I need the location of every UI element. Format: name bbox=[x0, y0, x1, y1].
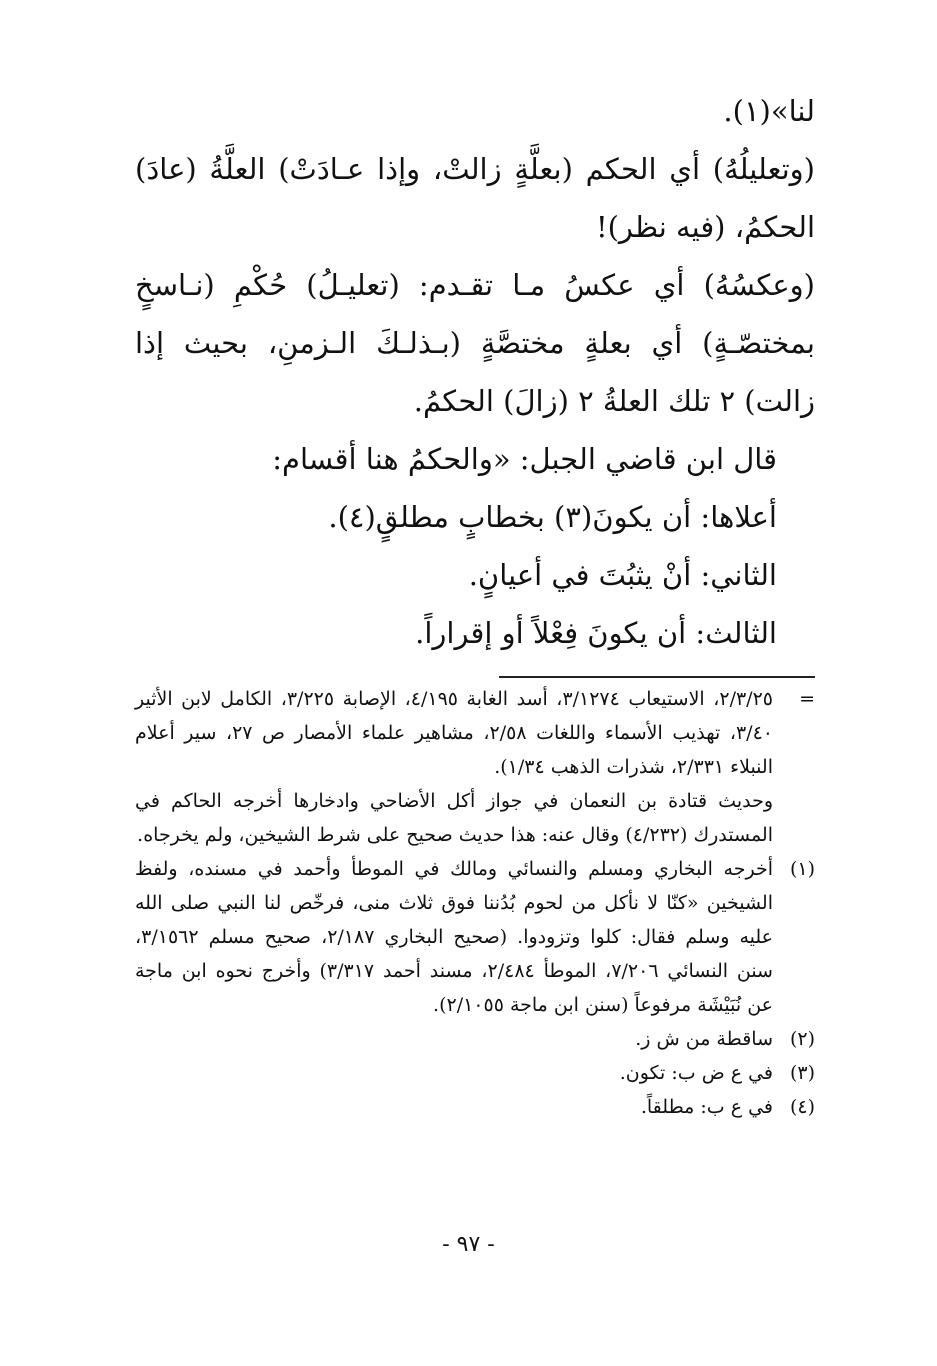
footnote-1 bbox=[135, 852, 815, 1022]
footnote-continuation bbox=[135, 682, 815, 784]
continuation-text-2: وحديث قتادة بن النعمان في جواز أكل الأضاحي وادخارها أخرجه الحاكم في المستدرك (٤/٢٣٢) وقال عنه: هذا حديث صحيح على شرط الشيخين، ولم يخرجاه. bbox=[135, 790, 773, 846]
footnotes bbox=[135, 682, 815, 1124]
footnote-number: (٢) bbox=[789, 1028, 815, 1050]
footnote-2 bbox=[135, 1022, 815, 1056]
footnote-text: في ع ب: مطلقاً. bbox=[640, 1096, 773, 1118]
footnote-text: ساقطة من ش ز. bbox=[635, 1028, 773, 1050]
footnote-text: أخرجه البخاري ومسلم والنسائي ومالك في الموطأ وأحمد في مسنده، ولفظ الشيخين «كنّا لا نأكل من لحوم بُدُننا فوق ثلاث منى، فرخّص لنا النبي صلى الله عليه وسلم فقال: كلوا وتزودوا. (صحيح البخاري ٢/١٨٧، صحيح مسلم ٣/١٥٦٢، سنن النسائي ٧/٢٠٦، الموطأ ٢/٤٨٤، مسند أحمد ٣/٣١٧) وأخرج نحوه ابن ماجة عن نُبَيْشَة مرفوعاً (سنن ابن ماجة ٢/١٠٥٥). bbox=[135, 858, 773, 1016]
footnote-text: في ع ض ب: تكون. bbox=[619, 1062, 773, 1084]
footnote-number: (٤) bbox=[789, 1096, 815, 1118]
paragraph-2: (وتعليلُهُ) أي الحكم (بعلَّةٍ زالتْ، وإذا عـادَتْ) العلَّةُ (عادَ) الحكمُ، (فيه نظر)! bbox=[135, 152, 815, 244]
footnote-3 bbox=[135, 1056, 815, 1090]
continuation-text: ٢/٣/٢٥، الاستيعاب ٣/١٢٧٤، أسد الغابة ٤/١٩٥، الإصابة ٣/٢٢٥، الكامل لابن الأثير ٣/٤٠، تهذيب الأسماء واللغات ٢/٥٨، مشاهير علماء الأمصار ص ٢٧، سير أعلام النبلاء ٢/٣٣١، شذرات الذهب ١/٣٤). bbox=[135, 688, 773, 778]
quote-item-1: أعلاها: أن يكونَ(٣) بخطابٍ مطلقٍ(٤). bbox=[328, 500, 777, 534]
main-text bbox=[135, 82, 815, 662]
footnote-number: (٣) bbox=[789, 1062, 815, 1084]
quote-item-2: الثاني: أنْ يثبُتَ في أعيانٍ. bbox=[468, 558, 777, 592]
quote-intro: قال ابن قاضي الجبل: «والحكمُ هنا أقسام: bbox=[272, 442, 777, 476]
footnote-number: (١) bbox=[789, 858, 815, 880]
footnote-separator bbox=[499, 676, 815, 678]
continuation-marker: = bbox=[799, 688, 815, 710]
paragraph-1: لنا»(١). bbox=[723, 94, 815, 128]
paragraph-3: (وعكسُهُ) أي عكسُ مـا تقـدم: (تعليـلُ) حُكْمِ (نـاسخٍ بمختصّـةٍ) أي بعلةٍ مختصَّةٍ (بـذلـكَ الـزمنِ، بحيث إذا زالت) ٢ تلك العلةُ ٢ (زالَ) الحكمُ. bbox=[135, 268, 815, 418]
quote-item-3: الثالث: أن يكونَ فِعْلاً أو إقراراً. bbox=[415, 616, 777, 650]
footnote-4 bbox=[135, 1090, 815, 1124]
page-number: - ٩٧ - bbox=[442, 1232, 495, 1257]
